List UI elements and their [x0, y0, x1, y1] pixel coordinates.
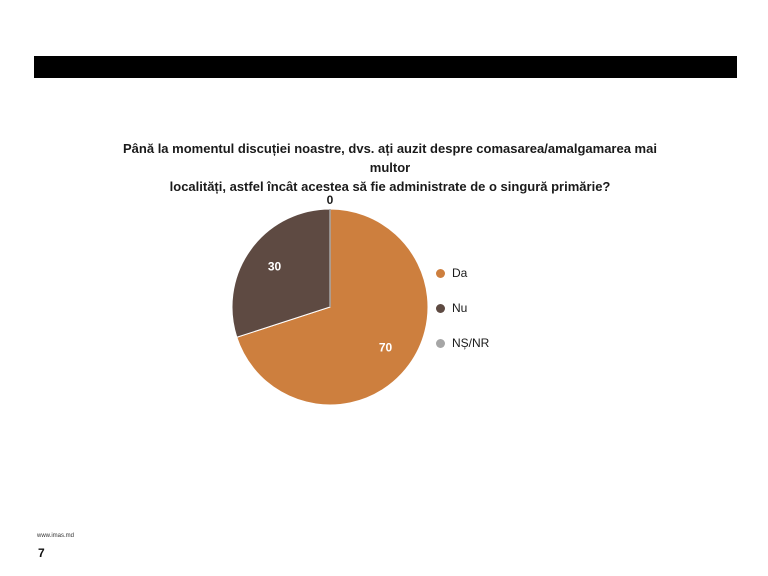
- chart-legend: [436, 264, 556, 369]
- legend-swatch-ns-nr: [436, 339, 445, 348]
- chart-title-line-2: localități, astfel încât acestea să fie administrate de o singură primărie?: [169, 179, 611, 194]
- footer-url: www.imas.md: [37, 533, 75, 539]
- data-label-da: 70: [378, 340, 393, 355]
- legend-item-ns-nr: [436, 334, 556, 352]
- legend-label-da: Da: [452, 266, 468, 280]
- chart-title-line-1: Până la momentul discuției noastre, dvs. ați auzit despre comasarea/amalgamarea mai multor: [123, 141, 657, 175]
- legend-item-da: [436, 264, 556, 282]
- legend-swatch-da: [436, 269, 445, 278]
- legend-label-ns-nr: NȘ/NR: [452, 336, 490, 350]
- legend-swatch-nu: [436, 304, 445, 313]
- data-label-nu: 30: [267, 259, 282, 274]
- legend-label-nu: Nu: [452, 301, 468, 315]
- data-label-n-nr: 0: [326, 193, 334, 207]
- page-number: 7: [38, 546, 45, 560]
- legend-item-nu: [436, 299, 556, 317]
